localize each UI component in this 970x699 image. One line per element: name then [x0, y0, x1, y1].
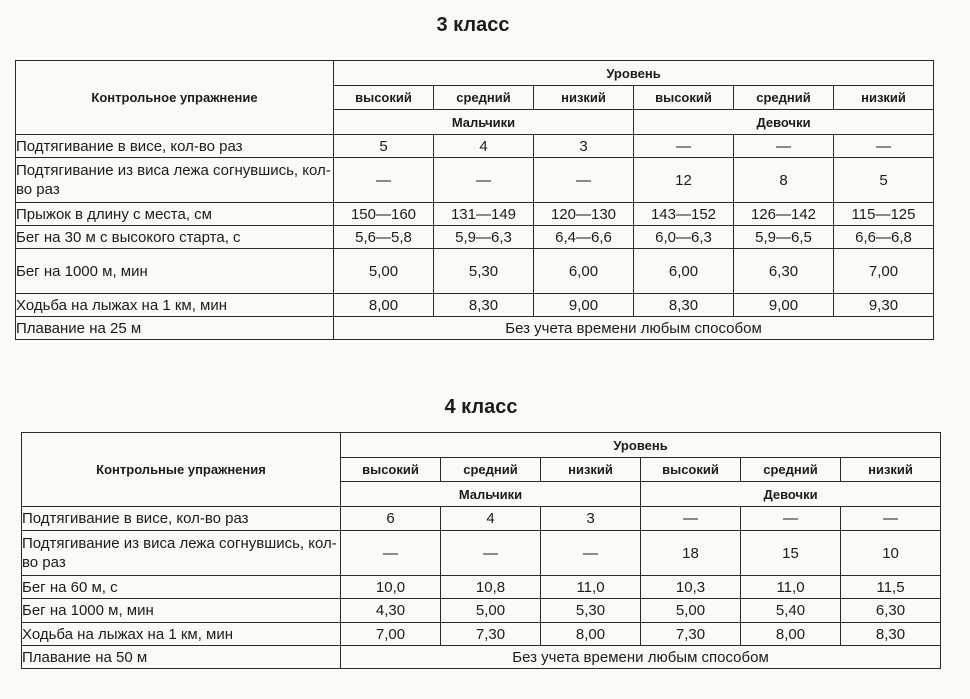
norm-value: 9,00 [534, 294, 634, 317]
norm-value: 8 [734, 158, 834, 203]
table-row [22, 507, 941, 531]
level-label: низкий [834, 86, 934, 110]
norm-value: 8,00 [541, 623, 641, 646]
norm-value: 8,30 [434, 294, 534, 317]
norm-value: 120—130 [534, 203, 634, 226]
norm-value: 8,00 [741, 623, 841, 646]
girls-header: Девочки [634, 110, 934, 135]
exercise-column-header: Контрольные упражнения [22, 433, 341, 507]
norm-value: 15 [741, 531, 841, 576]
norm-value: 8,30 [841, 623, 941, 646]
norm-value: 3 [541, 507, 641, 531]
norm-value: 150—160 [334, 203, 434, 226]
exercise-name: Ходьба на лыжах на 1 км, мин [22, 623, 341, 646]
norm-value: 5,00 [334, 249, 434, 294]
norm-value: — [841, 507, 941, 531]
table-row [22, 623, 941, 646]
norm-value: 115—125 [834, 203, 934, 226]
norm-value: 5,30 [541, 599, 641, 623]
norm-value: 10,8 [441, 576, 541, 599]
level-label: средний [434, 86, 534, 110]
exercise-column-header: Контрольное упражнение [16, 61, 334, 135]
norm-value: — [441, 531, 541, 576]
table-row [22, 531, 941, 576]
level-label: средний [441, 458, 541, 482]
level-label: высокий [341, 458, 441, 482]
norm-value: 5,9—6,3 [434, 226, 534, 249]
table-row [16, 135, 934, 158]
norm-value: — [534, 158, 634, 203]
norm-value: 7,30 [641, 623, 741, 646]
level-label: низкий [841, 458, 941, 482]
grade-3-title: 3 класс [436, 14, 510, 36]
table-row [16, 158, 934, 203]
swim-note: Без учета времени любым способом [334, 317, 934, 340]
exercise-name: Подтягивание из виса лежа согнувшись, кол-во раз [16, 158, 334, 203]
norm-value: 6,00 [634, 249, 734, 294]
exercise-name: Прыжок в длину с места, см [16, 203, 334, 226]
exercise-name: Бег на 1000 м, мин [16, 249, 334, 294]
girls-header: Девочки [641, 482, 941, 507]
norm-value: 5,00 [641, 599, 741, 623]
level-label: средний [734, 86, 834, 110]
level-label: высокий [334, 86, 434, 110]
norm-value: 5,00 [441, 599, 541, 623]
norm-value: 9,00 [734, 294, 834, 317]
norm-value: — [341, 531, 441, 576]
norm-value: 6 [341, 507, 441, 531]
norm-value: 5 [834, 158, 934, 203]
norm-value: 12 [634, 158, 734, 203]
exercise-name: Бег на 30 м с высокого старта, с [16, 226, 334, 249]
level-header: Уровень [341, 433, 941, 458]
norm-value: 5 [334, 135, 434, 158]
boys-header: Мальчики [341, 482, 641, 507]
swim-note: Без учета времени любым способом [341, 646, 941, 669]
exercise-name: Плавание на 50 м [22, 646, 341, 669]
table-row [16, 317, 934, 340]
norm-value: 9,30 [834, 294, 934, 317]
exercise-name: Ходьба на лыжах на 1 км, мин [16, 294, 334, 317]
grade-4-norms-table [21, 432, 941, 669]
level-header: Уровень [334, 61, 934, 86]
level-label: высокий [641, 458, 741, 482]
table-row [22, 576, 941, 599]
norm-value: 10,3 [641, 576, 741, 599]
exercise-name: Плавание на 25 м [16, 317, 334, 340]
norm-value: 5,30 [434, 249, 534, 294]
table-row [16, 203, 934, 226]
norm-value: — [541, 531, 641, 576]
table-row [16, 249, 934, 294]
norm-value: 11,0 [741, 576, 841, 599]
norm-value: 6,0—6,3 [634, 226, 734, 249]
exercise-name: Подтягивание в висе, кол-во раз [16, 135, 334, 158]
exercise-name: Подтягивание из виса лежа согнувшись, кол-во раз [22, 531, 341, 576]
norm-value: 7,00 [341, 623, 441, 646]
norm-value: 7,30 [441, 623, 541, 646]
norm-value: 18 [641, 531, 741, 576]
level-label: низкий [534, 86, 634, 110]
norm-value: 6,30 [841, 599, 941, 623]
norm-value: 131—149 [434, 203, 534, 226]
norm-value: 8,30 [634, 294, 734, 317]
norm-value: 5,6—5,8 [334, 226, 434, 249]
norm-value: 4 [441, 507, 541, 531]
level-label: низкий [541, 458, 641, 482]
norm-value: 5,40 [741, 599, 841, 623]
norm-value: 6,00 [534, 249, 634, 294]
table-row [22, 599, 941, 623]
table-row [22, 646, 941, 669]
norm-value: 6,4—6,6 [534, 226, 634, 249]
norm-value: — [434, 158, 534, 203]
level-label: средний [741, 458, 841, 482]
norm-value: — [741, 507, 841, 531]
grade-3-norms-table [15, 60, 934, 340]
norm-value: — [834, 135, 934, 158]
norm-value: 7,00 [834, 249, 934, 294]
norm-value: 143—152 [634, 203, 734, 226]
norm-value: 8,00 [334, 294, 434, 317]
norm-value: 6,6—6,8 [834, 226, 934, 249]
boys-header: Мальчики [334, 110, 634, 135]
table-row [16, 226, 934, 249]
norm-value: — [734, 135, 834, 158]
exercise-name: Подтягивание в висе, кол-во раз [22, 507, 341, 531]
norm-value: 5,9—6,5 [734, 226, 834, 249]
exercise-name: Бег на 1000 м, мин [22, 599, 341, 623]
norm-value: — [634, 135, 734, 158]
norm-value: — [334, 158, 434, 203]
grade-4-title: 4 класс [444, 396, 518, 418]
norm-value: 4,30 [341, 599, 441, 623]
table-row [16, 294, 934, 317]
norm-value: 10,0 [341, 576, 441, 599]
exercise-name: Бег на 60 м, с [22, 576, 341, 599]
norm-value: 10 [841, 531, 941, 576]
norm-value: 4 [434, 135, 534, 158]
norm-value: 126—142 [734, 203, 834, 226]
norm-value: — [641, 507, 741, 531]
norm-value: 11,5 [841, 576, 941, 599]
norm-value: 11,0 [541, 576, 641, 599]
norm-value: 3 [534, 135, 634, 158]
norm-value: 6,30 [734, 249, 834, 294]
level-label: высокий [634, 86, 734, 110]
